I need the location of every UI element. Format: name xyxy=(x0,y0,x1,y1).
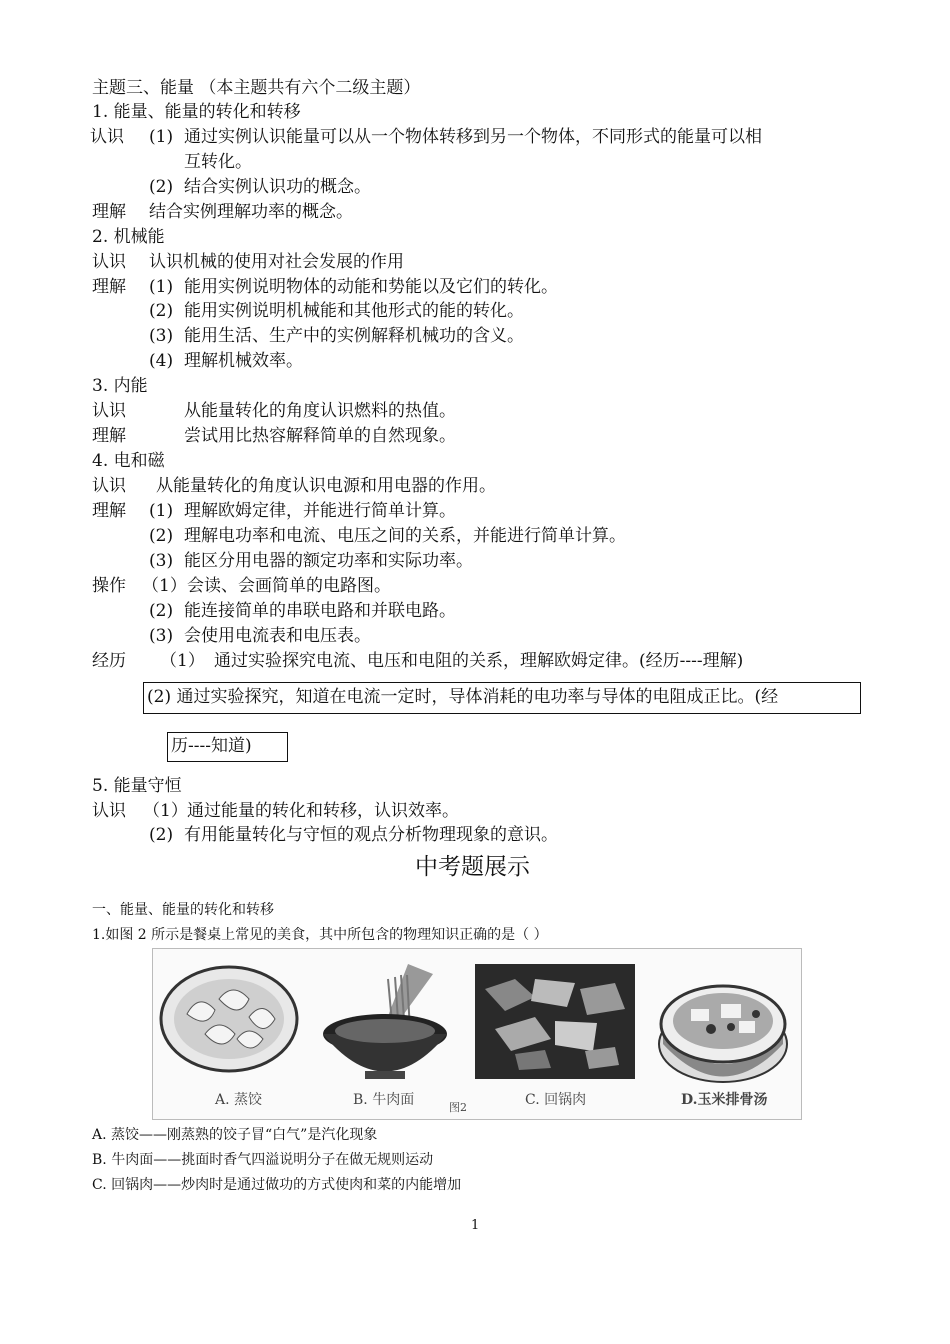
item-number: (2) xyxy=(149,601,174,621)
exam-heading: 中考题展示 xyxy=(415,854,530,880)
item-number: (2) xyxy=(149,301,174,321)
dumplings-photo xyxy=(157,959,302,1094)
section-4-heading: 4. 电和磁 xyxy=(92,451,165,471)
tag-recognize: 认识 xyxy=(92,252,126,272)
item-text: 会读、会画简单的电路图。 xyxy=(187,576,391,596)
item-number: (1) xyxy=(149,501,174,521)
question-1: 1.如图 2 所示是餐桌上常见的美食，其中所包含的物理知识正确的是（ ） xyxy=(92,927,548,943)
item-text: 会使用电流表和电压表。 xyxy=(184,626,371,646)
tag-recognize: 认识 xyxy=(92,401,126,421)
item-text: 能连接简单的串联电路和并联电路。 xyxy=(184,601,456,621)
item-number: (3) xyxy=(149,326,174,346)
section-3-heading: 3. 内能 xyxy=(92,376,148,396)
boxed-statement-continued xyxy=(167,732,288,762)
tag-understand: 理解 xyxy=(92,277,126,297)
corn-rib-soup-photo xyxy=(651,959,796,1094)
caption-b: B. 牛肉面 xyxy=(353,1092,415,1108)
item-text: 能用生活、生产中的实例解释机械功的含义。 xyxy=(184,326,524,346)
tag-understand: 理解 xyxy=(92,501,126,521)
tag-understand: 理解 xyxy=(92,202,126,222)
exam-section-heading: 一、能量、能量的转化和转移 xyxy=(92,902,274,918)
page-number: 1 xyxy=(471,1218,480,1233)
item-text-continued: 历----知道) xyxy=(171,736,252,756)
item-text: 理解电功率和电流、电压之间的关系，并能进行简单计算。 xyxy=(184,526,626,546)
tag-operate: 操作 xyxy=(92,576,126,596)
figure-number: 图2 xyxy=(449,1101,467,1114)
option-a: A. 蒸饺——刚蒸熟的饺子冒“白气”是汽化现象 xyxy=(92,1127,378,1143)
item-text: 理解机械效率。 xyxy=(184,351,303,371)
item-number: (1) xyxy=(149,277,174,297)
food-figure xyxy=(152,948,802,1120)
item-number: （1） xyxy=(160,651,205,671)
caption-c: C. 回锅肉 xyxy=(525,1092,587,1108)
item-text-continued: 互转化。 xyxy=(184,152,252,172)
twice-cooked-pork-photo xyxy=(475,959,635,1094)
caption-a: A. 蒸饺 xyxy=(215,1092,263,1108)
item-text: 从能量转化的角度认识电源和用电器的作用。 xyxy=(156,476,496,496)
caption-d: D.玉米排骨汤 xyxy=(681,1092,768,1108)
item-text: 结合实例认识功的概念。 xyxy=(184,177,371,197)
item-number: （1） xyxy=(142,576,187,596)
item-text: 能用实例说明机械能和其他形式的能的转化。 xyxy=(184,301,524,321)
option-c: C. 回锅肉——炒肉时是通过做功的方式使肉和菜的内能增加 xyxy=(92,1177,462,1193)
item-number: (2) xyxy=(149,825,174,845)
item-number: (1) xyxy=(149,127,174,147)
topic-title: 主题三、能量 （本主题共有六个二级主题） xyxy=(92,78,421,98)
item-number: （1） xyxy=(143,801,188,821)
tag-experience: 经历 xyxy=(92,651,126,671)
tag-recognize: 认识 xyxy=(90,127,124,147)
item-text: 尝试用比热容解释简单的自然现象。 xyxy=(184,426,456,446)
boxed-statement xyxy=(143,682,861,714)
item-number: (4) xyxy=(149,351,174,371)
item-number: (2) xyxy=(149,177,174,197)
item-text: 通过能量的转化和转移，认识效率。 xyxy=(187,801,459,821)
item-number: (2) xyxy=(149,526,174,546)
tag-understand: 理解 xyxy=(92,426,126,446)
item-text: 通过实验探究电流、电压和电阻的关系，理解欧姆定律。(经历----理解) xyxy=(214,651,744,671)
section-1-heading: 1. 能量、能量的转化和转移 xyxy=(92,102,301,122)
item-text: 理解欧姆定律，并能进行简单计算。 xyxy=(184,501,456,521)
item-text: 有用能量转化与守恒的观点分析物理现象的意识。 xyxy=(184,825,558,845)
item-text: 认识机械的使用对社会发展的作用 xyxy=(149,252,404,272)
item-text: 结合实例理解功率的概念。 xyxy=(149,202,353,222)
section-2-heading: 2. 机械能 xyxy=(92,227,165,247)
item-text: (2) 通过实验探究，知道在电流一定时，导体消耗的电功率与导体的电阻成正比。(经 xyxy=(147,687,779,707)
section-5-heading: 5. 能量守恒 xyxy=(92,776,182,796)
item-text: 通过实例认识能量可以从一个物体转移到另一个物体，不同形式的能量可以相 xyxy=(184,127,762,147)
item-number: (3) xyxy=(149,551,174,571)
item-number: (3) xyxy=(149,626,174,646)
option-b: B. 牛肉面——挑面时香气四溢说明分子在做无规则运动 xyxy=(92,1152,434,1168)
tag-recognize: 认识 xyxy=(92,476,126,496)
item-text: 从能量转化的角度认识燃料的热值。 xyxy=(184,401,456,421)
item-text: 能用实例说明物体的动能和势能以及它们的转化。 xyxy=(184,277,558,297)
item-text: 能区分用电器的额定功率和实际功率。 xyxy=(184,551,473,571)
beef-noodle-photo xyxy=(313,959,463,1094)
tag-recognize: 认识 xyxy=(92,801,126,821)
